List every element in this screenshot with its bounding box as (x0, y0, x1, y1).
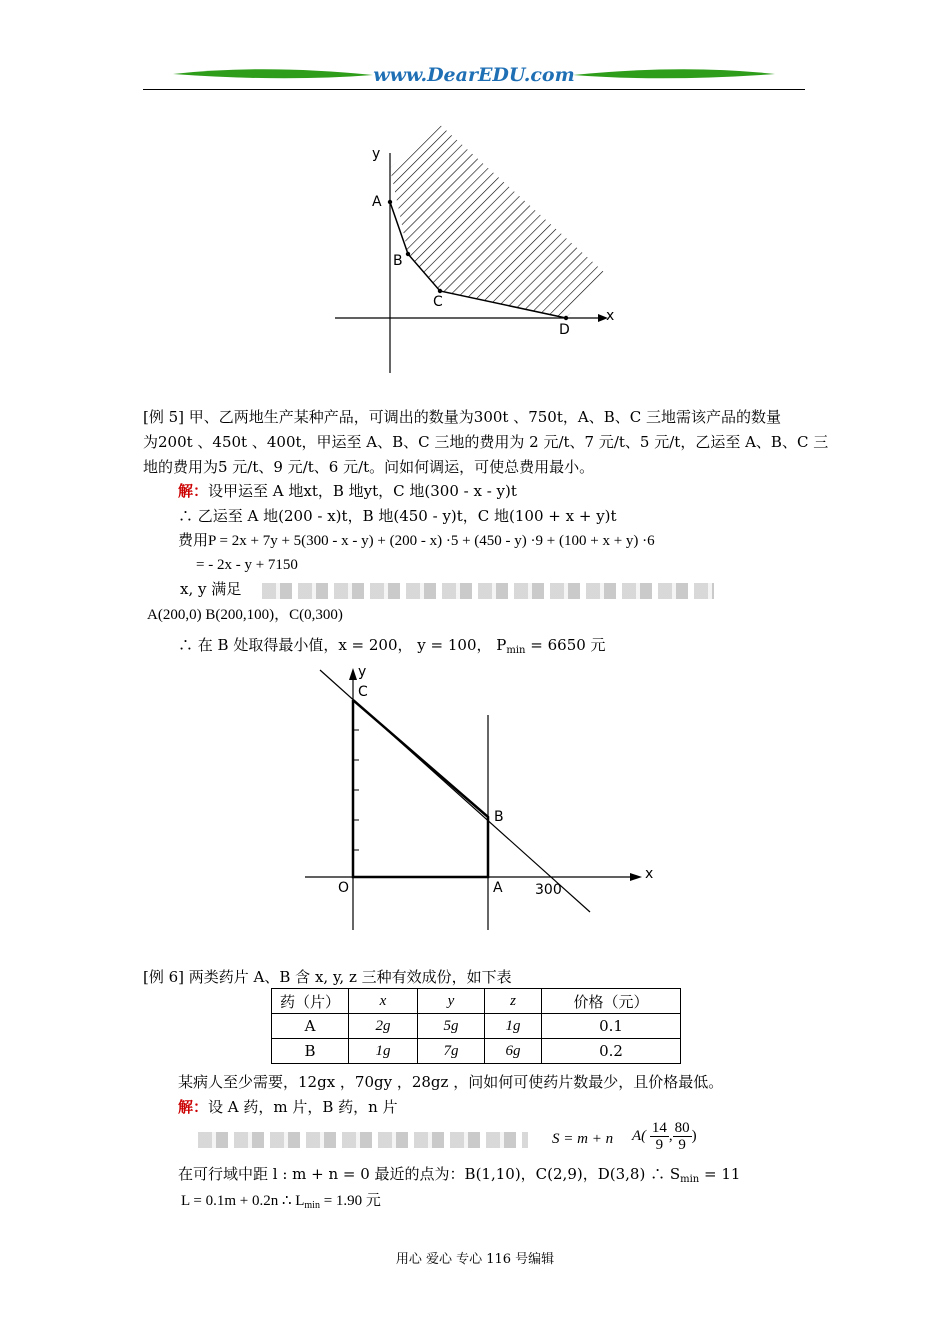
ex5-sol-4: = - 2x - y + 7150 (196, 557, 298, 573)
ex6-sol-4b: = 1.90 元 (323, 1193, 381, 1209)
ex5-sol-3: 费用P = 2x + 7y + 5(300 - x - y) + (200 - x) ·5 + (450 - y) ·9 + (100 + x + y) ·6 (178, 533, 655, 549)
table-cell: 7g (418, 1039, 485, 1064)
table-cell: 1g (349, 1039, 418, 1064)
table-row (272, 1014, 681, 1039)
fig2-label-300: 300 (535, 882, 562, 898)
table-cell: 1g (485, 1014, 542, 1039)
ex6-frac-2 (673, 1120, 692, 1153)
ex5-sol-1: 设甲运至 A 地xt，B 地yt，C 地(300 - x - y)t (208, 482, 517, 500)
fig2-label-x: x (645, 866, 654, 882)
frac-1-num: 14 (651, 1120, 667, 1136)
table-cell: 6g (485, 1039, 542, 1064)
ex6-sol-4 (181, 1190, 381, 1217)
table-header-cell: 价格（元） (542, 989, 681, 1014)
table-cell: 0.1 (542, 1014, 681, 1039)
ex6-constraints-garbled (198, 1132, 528, 1148)
ex6-sol-4a: L = 0.1m + 0.2n ∴ L (181, 1193, 305, 1209)
table-header-cell: z (485, 989, 542, 1014)
fig1-label-x: x (606, 308, 615, 324)
ex6-point-a-close: ) (691, 1127, 697, 1144)
table-header-cell: 药（片） (272, 989, 349, 1014)
fig2-label-b: B (494, 809, 504, 825)
footer-text: 用心 爱心 专心 116 号编辑 (395, 1252, 555, 1267)
ex5-constraints-garbled (262, 583, 714, 599)
ex5-solution (178, 480, 517, 502)
ex6-frac-1 (650, 1120, 669, 1153)
ex5-sol-7b: = 6650 元 (530, 636, 606, 654)
header-banner (143, 60, 805, 90)
ex6-point-a-open: A( (632, 1127, 647, 1144)
ex5-sol-5: x, y 满足 (180, 580, 242, 598)
frac-1-den: 9 (655, 1137, 664, 1153)
ex5-line-1: [例 5] 甲、乙两地生产某种产品，可调出的数量为300t 、750t，A、B、C 三地需该产品的数量 (143, 408, 781, 426)
frac-2-den: 9 (678, 1137, 686, 1153)
ex6-objective: S = m + n (552, 1131, 614, 1147)
fig1-label-b: B (393, 253, 403, 269)
ex5-solution-label: 解： (178, 482, 209, 500)
ex5-sol-6: A(200,0) B(200,100)，C(0,300) (147, 607, 343, 623)
fig1-label-d: D (559, 322, 570, 338)
ex6-solution (178, 1096, 398, 1118)
ex6-solution-label: 解： (178, 1098, 209, 1116)
ex5-line-3: 地的费用为5 元/t、9 元/t、6 元/t。问如何调运，可使总费用最小。 (143, 458, 595, 476)
fig2-label-c: C (358, 684, 368, 700)
ex6-line-2: 某病人至少需要，12gx ，70gy ，28gz ，问如何可使药片数最少，且价格最低。 (178, 1073, 724, 1091)
header-rule (143, 89, 805, 90)
ex5-sol-7 (178, 634, 606, 662)
figure-transport-region (300, 660, 660, 935)
table-cell: 5g (418, 1014, 485, 1039)
ex6-sol-3 (178, 1163, 740, 1191)
ex6-sol-3b: = 11 (704, 1165, 741, 1183)
table-header-cell: y (418, 989, 485, 1014)
table-header-cell: x (349, 989, 418, 1014)
fig1-label-y: y (372, 146, 381, 162)
fig1-label-a: A (372, 194, 382, 210)
table-row (272, 1039, 681, 1064)
fig2-label-y: y (358, 664, 367, 680)
header-site[interactable]: www.DearEDU.com (373, 64, 575, 86)
ex6-sol-4-sub: min (304, 1200, 320, 1211)
medicine-table (271, 988, 681, 1064)
frac-2-num: 80 (674, 1120, 690, 1136)
table-cell: 2g (349, 1014, 418, 1039)
fig2-label-a: A (493, 880, 503, 896)
ex5-line-2: 为200t 、450t 、400t，甲运至 A、B、C 三地的费用为 2 元/t、7 元/t、5 元/t，乙运至 A、B、C 三 (143, 433, 829, 451)
table-cell: 0.2 (542, 1039, 681, 1064)
ex6-sol-1: 设 A 药，m 片，B 药，n 片 (208, 1098, 398, 1116)
ex6-point-a: A( $\frac{14}{9}$ , $\frac{80}{9}$ ) (632, 1120, 697, 1153)
ex6-sol-3a: 在可行域中距 l : m + n = 0 最近的点为：B(1,10)，C(2,9)，D(3,8) ∴ S (178, 1165, 681, 1183)
table-cell: B (272, 1039, 349, 1064)
fig2-label-o: O (338, 880, 350, 896)
ex6-line-1: [例 6] 两类药片 A、B 含 x, y, z 三种有效成份，如下表 (143, 968, 512, 986)
ex5-sol-2: ∴ 乙运至 A 地(200 - x)t，B 地(450 - y)t，C 地(100 + x + y)t (178, 507, 617, 525)
table-cell: A (272, 1014, 349, 1039)
ex5-sol-7-sub: min (506, 645, 526, 656)
ex6-sol-3-sub: min (680, 1174, 700, 1185)
table-header-row (272, 989, 681, 1014)
ex5-sol-7a: ∴ 在 B 处取得最小值，x = 200， y = 100， P (178, 636, 507, 654)
fig1-label-c: C (433, 294, 443, 310)
